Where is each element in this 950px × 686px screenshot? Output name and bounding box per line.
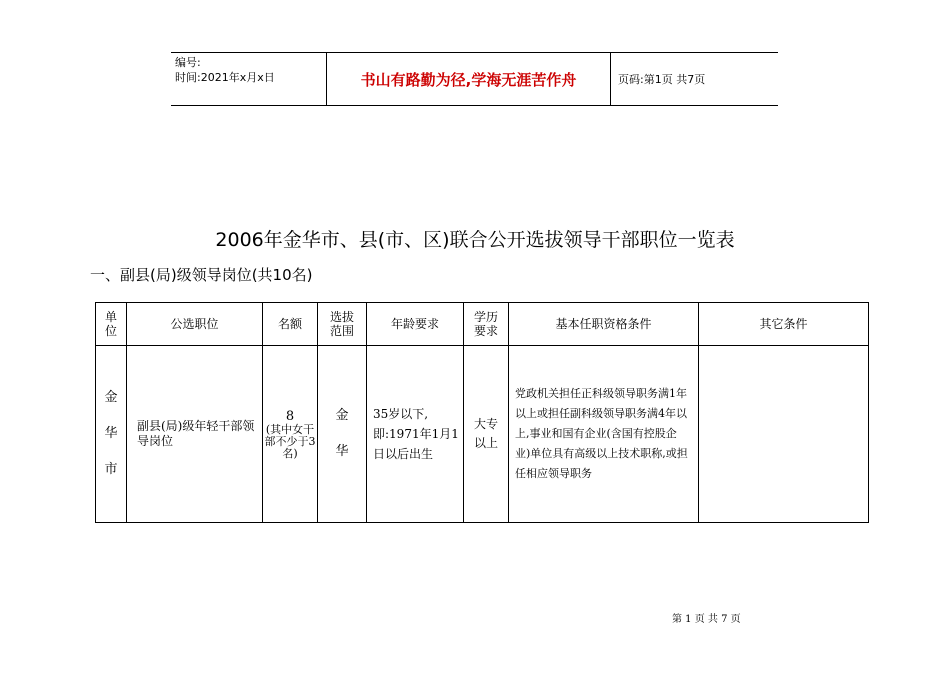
cell-position: 副县(局)级年轻干部领导岗位 bbox=[127, 346, 263, 523]
header-meta bbox=[171, 53, 326, 105]
quota-note: (其中女干部不少于3名) bbox=[264, 422, 316, 460]
section-heading: 一、副县(局)级领导岗位(共10名) bbox=[90, 266, 313, 284]
cell-age: 35岁以下,即:1971年1月1日以后出生 bbox=[367, 346, 464, 523]
page-footer: 第 1 页 共 7 页 bbox=[672, 614, 741, 625]
header-cell-other: 其它条件 bbox=[699, 303, 869, 346]
header-cell-requirements: 基本任职资格条件 bbox=[509, 303, 699, 346]
header-slogan: 书山有路勤为径,学海无涯苦作舟 bbox=[326, 53, 611, 105]
cell-scope: 金 华 bbox=[318, 346, 367, 523]
document-code-label: 编号: bbox=[175, 56, 201, 69]
document-time-label: 时间:2021年x月x日 bbox=[175, 71, 275, 84]
header-page-info: 页码:第1页 共7页 bbox=[618, 73, 706, 86]
header-cell-scope: 选拔 范围 bbox=[318, 303, 367, 346]
header-cell-education: 学历 要求 bbox=[464, 303, 509, 346]
header-cell-position: 公选职位 bbox=[127, 303, 263, 346]
header-cell-age: 年龄要求 bbox=[367, 303, 464, 346]
cell-quota bbox=[263, 346, 318, 523]
header-cell-quota: 名额 bbox=[263, 303, 318, 346]
cell-education: 大专 以上 bbox=[464, 346, 509, 523]
cell-requirements: 党政机关担任正科级领导职务满1年以上或担任副科级领导职务满4年以上,事业和国有企业(含国有控股企业)单位具有高级以上技术职称,或担任相应领导职务 bbox=[509, 346, 699, 523]
table-row bbox=[96, 346, 869, 523]
positions-table bbox=[95, 302, 869, 523]
quota-number: 8 bbox=[285, 408, 295, 424]
header-cell-unit: 单 位 bbox=[96, 303, 127, 346]
document-title: 2006年金华市、县(市、区)联合公开选拔领导干部职位一览表 bbox=[215, 229, 735, 251]
cell-other bbox=[699, 346, 869, 523]
table-header-row bbox=[96, 303, 869, 346]
document-header bbox=[171, 52, 778, 106]
cell-unit: 金 华 市 bbox=[96, 346, 127, 523]
